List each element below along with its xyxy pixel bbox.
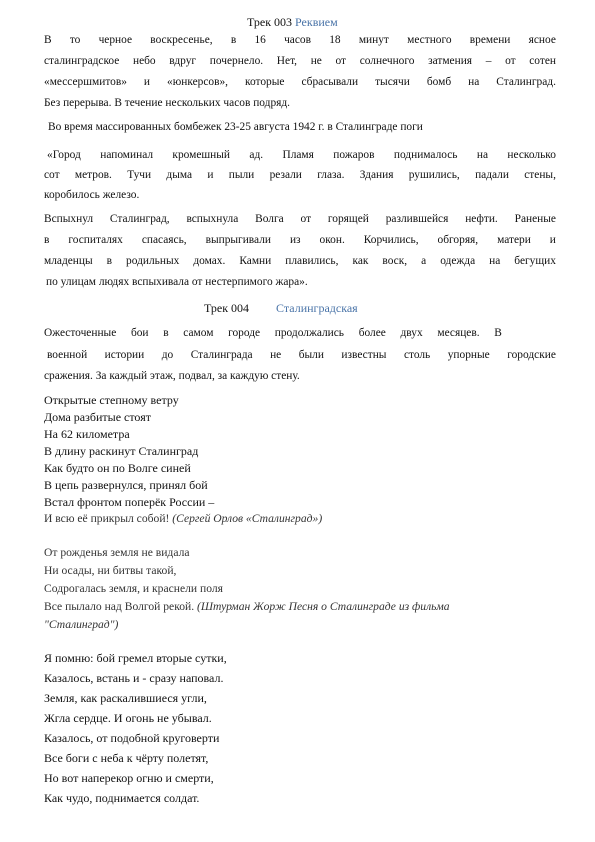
poem-last-line: И всю её прикрыл собой! <box>44 512 173 525</box>
poem-attribution: (Штурман Жорж Песня о Сталинграде из фильма <box>197 600 450 613</box>
text-line: «мессершмитов» и «юнкерсов», которые сбрасывали тысячи бомб на Сталинград. <box>44 76 556 88</box>
poem-last-line: Все пылало над Волгой рекой. <box>44 600 198 613</box>
track-003-label: Трек 003 <box>247 15 293 29</box>
poem-line: Как будто он по Волге синей <box>44 461 191 475</box>
poem-line: Содрогалась земля, и краснели поля <box>44 582 223 595</box>
poem-line: Все боги с неба к чёрту полетят, <box>44 751 209 765</box>
poem-line: В цепь развернулся, принял бой <box>44 478 208 492</box>
poem-line: Встал фронтом поперёк России – <box>44 495 215 509</box>
text-line: «Город напоминал кромешный ад. Пламя пожаров поднималось на несколько <box>47 149 556 161</box>
poem-line <box>44 600 450 614</box>
text-line: Ожесточенные бои в самом городе продолжались более двух месяцев. В <box>44 327 502 339</box>
poem-line: Я помню: бой гремел вторые сутки, <box>44 651 227 665</box>
text-line: коробилось железо. <box>44 189 140 201</box>
poem-line: Ни осады, ни битвы такой, <box>44 564 177 577</box>
text-line: по улицам людях вспыхивала от нестерпимого жара». <box>46 276 308 288</box>
poem-line: Жгла сердце. И огонь не убывал. <box>44 711 212 725</box>
poem-line: Но вот наперекор огню и смерти, <box>44 771 214 785</box>
poem-line: Казалось, от подобной круговерти <box>44 731 220 745</box>
poem-line: Дома разбитые стоят <box>44 410 151 424</box>
poem-line: Как чудо, поднимается солдат. <box>44 791 200 805</box>
text-line: сот метров. Тучи дыма и пыли резали глаза. Здания рушились, падали стены, <box>44 169 556 181</box>
text-line: военной истории до Сталинграда не были известны столь упорные городские <box>47 349 556 361</box>
track-004-title: Сталинградская <box>276 301 358 315</box>
text-line: сражения. За каждый этаж, подвал, за каждую стену. <box>44 370 300 382</box>
poem-line: В длину раскинут Сталинград <box>44 444 199 458</box>
track-004-label: Трек 004 <box>204 301 250 315</box>
poem-line: На 62 километра <box>44 427 130 441</box>
poem-attribution: (Сергей Орлов «Сталинград») <box>172 512 323 525</box>
poem-attribution: "Сталинград") <box>44 618 119 631</box>
poem-line: Открытые степному ветру <box>44 393 179 407</box>
text-line: в госпиталях спасаясь, выпрыгивали из окон. Корчились, обгоряя, матери и <box>44 234 556 246</box>
track-003-title: Реквием <box>295 15 338 29</box>
text-line: Без перерыва. В течение нескольких часов подряд. <box>44 97 291 109</box>
track-004-heading <box>204 301 358 316</box>
poem-line: Казалось, встань и - сразу наповал. <box>44 671 224 685</box>
poem-line: Земля, как раскалившиеся угли, <box>44 691 207 705</box>
poem-line: От рожденья земля не видала <box>44 546 190 559</box>
poem-line <box>44 512 322 526</box>
text-line: младенцы в родильных домах. Камни плавились, как воск, а одежда на бегущих <box>44 255 556 267</box>
text-line: В то черное воскресенье, в 16 часов 18 минут местного времени ясное <box>44 34 556 46</box>
paragraph-2: Во время массированных бомбежек 23-25 августа 1942 г. в Сталинграде поги <box>48 121 423 133</box>
track-003-heading <box>247 15 338 30</box>
text-line: сталинградское небо вдруг почернело. Нет, не от солнечного затмения – от сотен <box>44 55 556 67</box>
text-line: Вспыхнул Сталинград, вспыхнула Волга от горящей разлившейся нефти. Раненые <box>44 213 556 225</box>
